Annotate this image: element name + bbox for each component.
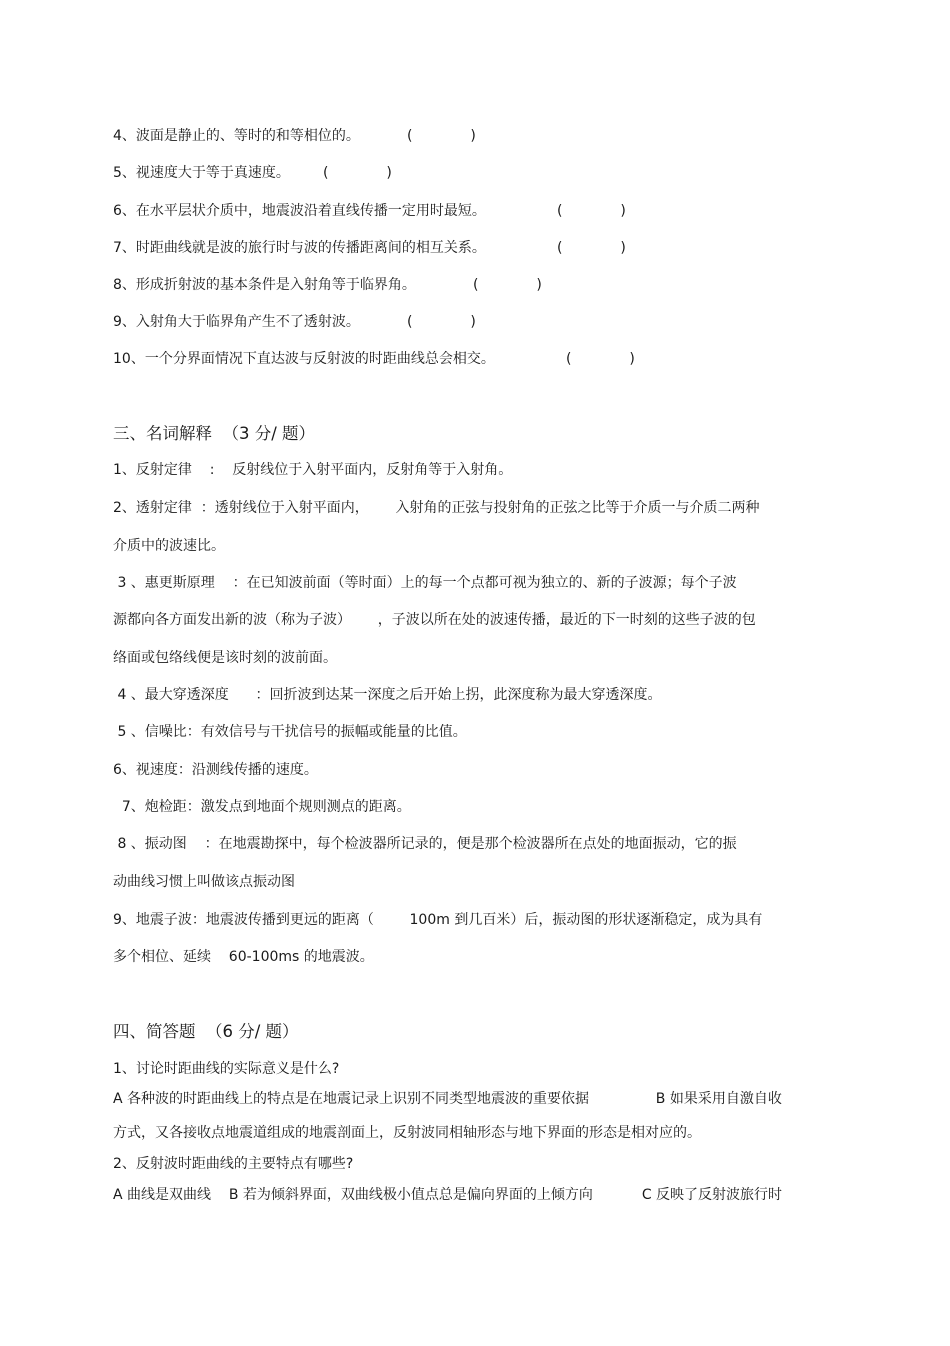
- answer-line: 方式，又各接收点地震道组成的地震剖面上，反射波同相轴形态与地下界面的形态是相对应的。: [113, 1125, 701, 1141]
- term-line: 9、地震子波：地震波传播到更远的距离（ 100m 到几百米）后，振动图的形状逐渐稳定，成为具有: [113, 912, 763, 928]
- term-line: 3 、惠更斯原理 ：在已知波前面（等时面）上的每一个点都可视为独立的、新的子波源；每个子波: [113, 575, 737, 591]
- tf-item-9: 9、入射角大于临界角产生不了透射波。: [113, 314, 360, 330]
- term-line: 络面或包络线便是该时刻的波前面。: [113, 650, 337, 666]
- answer-blank-10: ( ): [566, 351, 635, 367]
- term-line: 源都向各方面发出新的波（称为子波） ，子波以所在处的波速传播，最近的下一时刻的这些子波的包: [113, 612, 756, 628]
- term-line: 多个相位、延续 60-100ms 的地震波。: [113, 949, 374, 965]
- tf-item-4: 4、波面是静止的、等时的和等相位的。: [113, 128, 360, 144]
- answer-line: 1、讨论时距曲线的实际意义是什么?: [113, 1061, 340, 1077]
- term-line: 1、反射定律 : 反射线位于入射平面内，反射角等于入射角。: [113, 462, 513, 478]
- section-heading-terms: 三、名词解释 （3 分/ 题）: [113, 424, 316, 443]
- answer-blank-6: ( ): [557, 203, 626, 219]
- answer-line: 2、反射波时距曲线的主要特点有哪些?: [113, 1156, 354, 1172]
- term-line: 6、视速度：沿测线传播的速度。: [113, 762, 318, 778]
- answer-blank-7: ( ): [557, 240, 626, 256]
- answer-line: A 各种波的时距曲线上的特点是在地震记录上识别不同类型地震波的重要依据 B 如果采用自激自收: [113, 1091, 782, 1107]
- term-line: 8 、振动图 ：在地震勘探中，每个检波器所记录的，便是那个检波器所在点处的地面振动，它的振: [113, 836, 737, 852]
- term-line: 介质中的波速比。: [113, 538, 225, 554]
- term-line: 2、透射定律 ：透射线位于入射平面内， 入射角的正弦与投射角的正弦之比等于介质一与介质二两种: [113, 500, 760, 516]
- tf-item-10: 10、一个分界面情况下直达波与反射波的时距曲线总会相交。: [113, 351, 495, 367]
- term-line: 7、炮检距：激发点到地面个规则测点的距离。: [113, 799, 411, 815]
- tf-item-7: 7、时距曲线就是波的旅行时与波的传播距离间的相互关系。: [113, 240, 486, 256]
- answer-blank-4: ( ): [407, 128, 476, 144]
- tf-item-6: 6、在水平层状介质中，地震波沿着直线传播一定用时最短。: [113, 203, 486, 219]
- tf-item-8: 8、形成折射波的基本条件是入射角等于临界角。: [113, 277, 416, 293]
- answer-line: A 曲线是双曲线 B 若为倾斜界面，双曲线极小值点总是偏向界面的上倾方向 C 反映了反射波旅行时: [113, 1187, 783, 1203]
- tf-item-5: 5、视速度大于等于真速度。: [113, 165, 290, 181]
- term-line: 4 、最大穿透深度 ：回折波到达某一深度之后开始上拐，此深度称为最大穿透深度。: [113, 687, 662, 703]
- term-line: 5 、信噪比：有效信号与干扰信号的振幅或能量的比值。: [113, 724, 467, 740]
- answer-blank-8: ( ): [473, 277, 542, 293]
- answer-blank-9: ( ): [407, 314, 476, 330]
- term-line: 动曲线习惯上叫做该点振动图: [113, 874, 295, 890]
- section-heading-short-answer: 四、简答题 （6 分/ 题）: [113, 1022, 299, 1041]
- answer-blank-5: ( ): [323, 165, 392, 181]
